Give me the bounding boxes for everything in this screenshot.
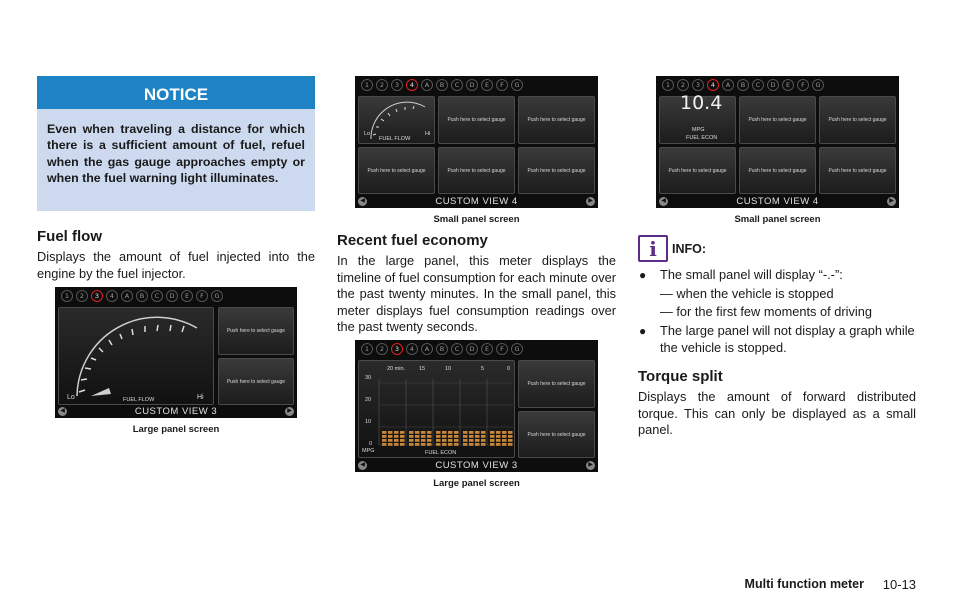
tab-d[interactable]: D — [466, 343, 478, 355]
tab-3[interactable]: 3 — [391, 79, 403, 91]
graph-bar-segment — [427, 443, 432, 446]
tab-3[interactable]: 3 — [391, 343, 403, 355]
tab-b[interactable]: B — [436, 79, 448, 91]
tab-1[interactable]: 1 — [662, 79, 674, 91]
graph-bar-segment — [490, 443, 495, 446]
graph-bar-segment — [436, 439, 441, 442]
graph-bar-segment — [496, 439, 501, 442]
graph-bar-segment — [388, 435, 393, 438]
tab-1[interactable]: 1 — [61, 290, 73, 302]
graph-y-label: 0 — [369, 441, 373, 447]
graph-bar-segment — [436, 443, 441, 446]
tab-4[interactable]: 4 — [406, 343, 418, 355]
graph-bar-segment — [409, 439, 414, 442]
graph-bar-segment — [400, 435, 405, 438]
fuel-economy-bars — [359, 361, 516, 459]
tab-f[interactable]: F — [496, 343, 508, 355]
gauge-tab-bar — [55, 287, 297, 304]
graph-bar-segment — [475, 435, 480, 438]
graph-bar-segment — [469, 431, 474, 434]
tab-b[interactable]: B — [737, 79, 749, 91]
gauge-hi-label: Hi — [425, 131, 431, 137]
graph-bar-segment — [454, 435, 459, 438]
gauge-name-label: FUEL ECON — [686, 135, 718, 141]
graph-bar-segment — [475, 439, 480, 442]
tab-d[interactable]: D — [767, 79, 779, 91]
info-bullet-1: The small panel will display “-.-”: — [660, 267, 843, 282]
tab-g[interactable]: G — [812, 79, 824, 91]
tab-a[interactable]: A — [421, 79, 433, 91]
graph-bar-segment — [415, 435, 420, 438]
tab-d[interactable]: D — [466, 79, 478, 91]
next-view-button[interactable]: ▶ — [285, 407, 294, 416]
next-view-button[interactable]: ▶ — [586, 197, 595, 206]
notice-title: NOTICE — [37, 76, 315, 109]
graph-bar-segment — [436, 435, 441, 438]
graph-bar-segment — [400, 439, 405, 442]
graph-bar-segment — [442, 431, 447, 434]
gauge-lo-label: Lo — [364, 131, 371, 137]
graph-bar-segment — [415, 439, 420, 442]
gauge-tab-bar — [656, 76, 899, 93]
tab-2[interactable]: 2 — [376, 343, 388, 355]
fuel-economy-graph-panel — [358, 360, 515, 458]
tab-1[interactable]: 1 — [361, 79, 373, 91]
custom-view-label: CUSTOM VIEW 3 — [134, 406, 218, 417]
tab-e[interactable]: E — [481, 343, 493, 355]
graph-bar-segment — [436, 431, 441, 434]
info-bullet-2: The large panel will not display a graph while the vehicle is stopped. — [660, 323, 915, 355]
tab-b[interactable]: B — [436, 343, 448, 355]
graph-bar-segment — [421, 439, 426, 442]
select-gauge-tile[interactable]: Push here to select gauge — [438, 147, 515, 194]
info-subitem-2: — for the first few moments of driving — [660, 304, 872, 319]
fuel-econ-value: 10.4 — [680, 92, 723, 114]
graph-bar-segment — [481, 443, 486, 446]
torque-text: Displays the amount of forward distributed torque. This can only be displayed as a small panel. — [638, 389, 916, 437]
tab-2[interactable]: 2 — [376, 79, 388, 91]
graph-x-label: 20 min. — [387, 366, 406, 372]
small-panel-caption-2: Small panel screen — [734, 214, 821, 225]
graph-bar-segment — [388, 439, 393, 442]
custom-view-label: CUSTOM VIEW 4 — [736, 196, 819, 207]
prev-view-button[interactable]: ◀ — [659, 197, 668, 206]
select-gauge-tile[interactable]: Push here to select gauge — [819, 96, 896, 144]
gauge-name-label: FUEL ECON — [425, 450, 457, 456]
graph-bar-segment — [490, 431, 495, 434]
torque-heading: Torque split — [638, 368, 723, 385]
fuel-econ-unit: MPG — [692, 127, 705, 133]
tab-f[interactable]: F — [496, 79, 508, 91]
tab-3[interactable]: 3 — [91, 290, 103, 302]
info-title: INFO: — [672, 242, 707, 256]
graph-bar-segment — [421, 435, 426, 438]
tab-2[interactable]: 2 — [76, 290, 88, 302]
graph-bar-segment — [454, 443, 459, 446]
recent-fuel-caption: Large panel screen — [433, 478, 520, 489]
select-gauge-tile[interactable]: Push here to select gauge — [218, 307, 294, 355]
bullet-dot: ● — [639, 268, 647, 282]
graph-bar-segment — [394, 431, 399, 434]
graph-y-label: 20 — [365, 397, 372, 403]
tab-f[interactable]: F — [797, 79, 809, 91]
custom-view-label: CUSTOM VIEW 3 — [435, 460, 518, 471]
graph-bar-segment — [409, 431, 414, 434]
fuel-flow-mini-gauge — [358, 96, 435, 144]
recent-fuel-heading: Recent fuel economy — [337, 232, 488, 249]
graph-bar-segment — [481, 439, 486, 442]
graph-bar-segment — [382, 435, 387, 438]
graph-bar-segment — [481, 431, 486, 434]
graph-bar-segment — [469, 435, 474, 438]
graph-bar-segment — [448, 431, 453, 434]
bullet-dot: ● — [639, 324, 647, 338]
gauge-lo-label: Lo — [67, 394, 75, 401]
select-gauge-tile[interactable]: Push here to select gauge — [358, 147, 435, 194]
graph-x-label: 5 — [481, 366, 485, 372]
graph-bar-segment — [400, 431, 405, 434]
graph-bar-segment — [481, 435, 486, 438]
gauge-tab-bar — [355, 76, 598, 93]
graph-x-label: 15 — [419, 366, 426, 372]
fuel-flow-caption: Large panel screen — [132, 424, 220, 435]
graph-bar-segment — [448, 443, 453, 446]
graph-x-label: 10 — [445, 366, 452, 372]
prev-view-button[interactable]: ◀ — [58, 407, 67, 416]
graph-bar-segment — [409, 443, 414, 446]
graph-bar-segment — [415, 431, 420, 434]
tab-g[interactable]: G — [211, 290, 223, 302]
info-icon — [638, 235, 668, 262]
fuel-econ-readout — [659, 92, 736, 144]
select-gauge-tile[interactable]: Push here to select gauge — [739, 96, 816, 144]
info-subitem-1: — when the vehicle is stopped — [660, 286, 834, 301]
graph-bar-segment — [382, 439, 387, 442]
select-gauge-tile[interactable]: Push here to select gauge — [659, 147, 736, 194]
select-gauge-tile[interactable]: Push here to select gauge — [518, 147, 595, 194]
graph-bar-segment — [394, 435, 399, 438]
recent-fuel-large-screen — [355, 340, 598, 472]
tab-c[interactable]: C — [752, 79, 764, 91]
graph-bar-segment — [463, 439, 468, 442]
next-view-button[interactable]: ▶ — [887, 197, 896, 206]
fuel-econ-small-screen — [656, 76, 899, 208]
fuel-flow-small-screen — [355, 76, 598, 208]
tab-f[interactable]: F — [196, 290, 208, 302]
graph-bar-segment — [469, 443, 474, 446]
tab-3[interactable]: 3 — [692, 79, 704, 91]
graph-bar-segment — [448, 435, 453, 438]
select-gauge-tile[interactable]: Push here to select gauge — [518, 411, 595, 458]
gauge-hi-label: Hi — [197, 394, 204, 401]
recent-fuel-text: In the large panel, this meter displays the timeline of fuel consumption for each minute over the past twenty minutes. In the small panel, this meter displays fuel consumption readings over the past twenty seconds. — [337, 253, 616, 334]
gauge-name-label: FUEL FLOW — [379, 136, 411, 142]
tab-e[interactable]: E — [181, 290, 193, 302]
graph-bar-segment — [496, 435, 501, 438]
graph-bar-segment — [508, 431, 513, 434]
graph-bar-segment — [421, 431, 426, 434]
fuel-flow-large-screen — [55, 287, 297, 418]
tab-c[interactable]: C — [451, 343, 463, 355]
footer-page-number: 10-13 — [882, 577, 916, 592]
prev-view-button[interactable]: ◀ — [358, 197, 367, 206]
graph-bar-segment — [490, 439, 495, 442]
fuel-flow-gauge-panel — [58, 307, 214, 405]
graph-bar-segment — [475, 431, 480, 434]
graph-bar-segment — [508, 439, 513, 442]
tab-e[interactable]: E — [782, 79, 794, 91]
graph-bar-segment — [463, 443, 468, 446]
tab-a[interactable]: A — [722, 79, 734, 91]
tab-a[interactable]: A — [121, 290, 133, 302]
tab-4[interactable]: 4 — [106, 290, 118, 302]
prev-view-button[interactable]: ◀ — [358, 461, 367, 470]
select-gauge-tile[interactable]: Push here to select gauge — [518, 360, 595, 408]
tab-4[interactable]: 4 — [707, 79, 719, 91]
graph-bar-segment — [394, 443, 399, 446]
tab-2[interactable]: 2 — [677, 79, 689, 91]
footer-section-title: Multi function meter — [744, 577, 864, 591]
graph-bar-segment — [427, 439, 432, 442]
graph-bar-segment — [502, 431, 507, 434]
graph-bar-segment — [496, 443, 501, 446]
fuel-flow-gauge-icon — [59, 308, 215, 406]
graph-bar-segment — [490, 435, 495, 438]
next-view-button[interactable]: ▶ — [586, 461, 595, 470]
graph-bar-segment — [454, 431, 459, 434]
graph-bar-segment — [496, 431, 501, 434]
graph-bar-segment — [442, 435, 447, 438]
fuel-flow-heading: Fuel flow — [37, 228, 102, 245]
tab-c[interactable]: C — [451, 79, 463, 91]
fuel-flow-text: Displays the amount of fuel injected into the engine by the fuel injector. — [37, 249, 315, 281]
graph-bar-segment — [421, 443, 426, 446]
graph-bar-segment — [454, 439, 459, 442]
gauge-tab-bar — [355, 340, 598, 357]
graph-bar-segment — [427, 435, 432, 438]
graph-bar-segment — [475, 443, 480, 446]
graph-bar-segment — [382, 443, 387, 446]
tab-a[interactable]: A — [421, 343, 433, 355]
graph-bar-segment — [388, 431, 393, 434]
select-gauge-tile[interactable]: Push here to select gauge — [819, 147, 896, 194]
graph-y-label: 30 — [365, 375, 372, 381]
select-gauge-tile[interactable]: Push here to select gauge — [218, 358, 294, 405]
small-panel-caption-1: Small panel screen — [433, 214, 520, 225]
graph-bar-segment — [442, 443, 447, 446]
tab-e[interactable]: E — [481, 79, 493, 91]
select-gauge-tile[interactable]: Push here to select gauge — [518, 96, 595, 144]
graph-bar-segment — [469, 439, 474, 442]
graph-bar-segment — [502, 439, 507, 442]
notice-box — [37, 76, 315, 211]
info-icon-letter: i — [649, 236, 657, 261]
graph-y-label: 10 — [365, 419, 372, 425]
graph-bar-segment — [508, 435, 513, 438]
graph-bar-segment — [508, 443, 513, 446]
graph-bar-segment — [388, 443, 393, 446]
graph-bar-segment — [427, 431, 432, 434]
graph-bar-segment — [448, 439, 453, 442]
graph-bar-segment — [400, 443, 405, 446]
tab-c[interactable]: C — [151, 290, 163, 302]
graph-bar-segment — [502, 443, 507, 446]
graph-bar-segment — [463, 435, 468, 438]
gauge-name-label: FUEL FLOW — [123, 397, 155, 403]
graph-bar-segment — [409, 435, 414, 438]
notice-body: Even when traveling a distance for which there is a sufficient amount of fuel, refuel when the gas gauge approaches empty or when the fuel warning light illuminates. — [47, 122, 305, 186]
custom-view-label: CUSTOM VIEW 4 — [435, 196, 518, 207]
tab-g[interactable]: G — [511, 343, 523, 355]
select-gauge-tile[interactable]: Push here to select gauge — [739, 147, 816, 194]
tab-b[interactable]: B — [136, 290, 148, 302]
tab-g[interactable]: G — [511, 79, 523, 91]
graph-bar-segment — [415, 443, 420, 446]
graph-bar-segment — [394, 439, 399, 442]
graph-unit-label: MPG — [362, 448, 375, 454]
tab-1[interactable]: 1 — [361, 343, 373, 355]
tab-4[interactable]: 4 — [406, 79, 418, 91]
graph-bar-segment — [502, 435, 507, 438]
graph-x-label: 0 — [507, 366, 511, 372]
tab-d[interactable]: D — [166, 290, 178, 302]
select-gauge-tile[interactable]: Push here to select gauge — [438, 96, 515, 144]
graph-bar-segment — [382, 431, 387, 434]
graph-bar-segment — [463, 431, 468, 434]
graph-bar-segment — [442, 439, 447, 442]
